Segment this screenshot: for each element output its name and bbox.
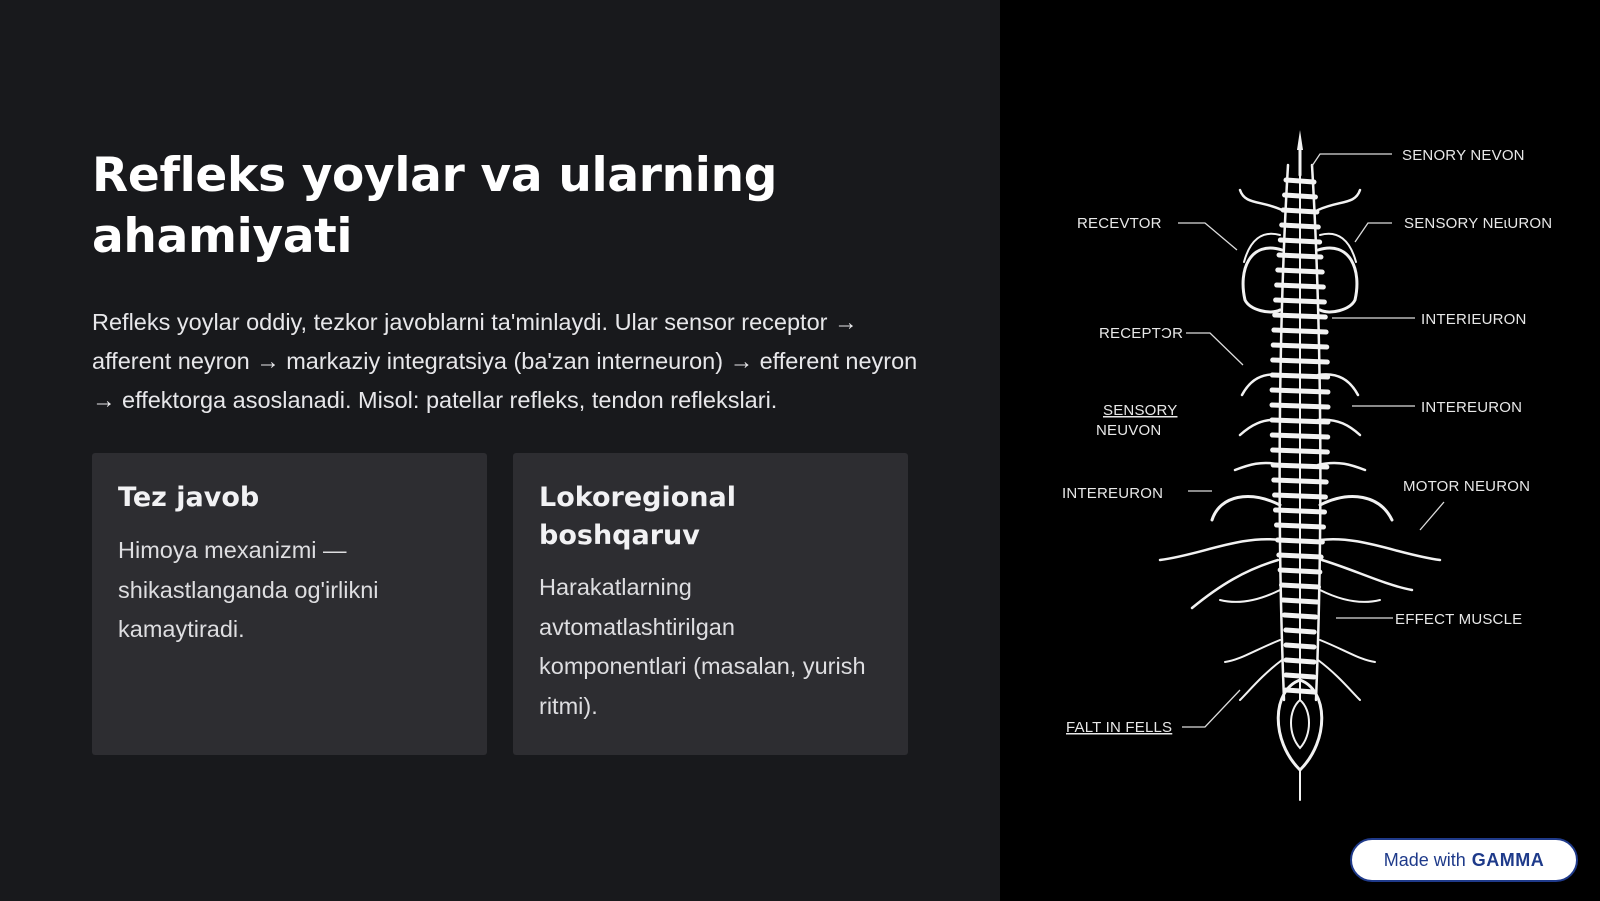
- vertebra: [1285, 195, 1316, 197]
- label-effect-muscle: EFFECT MUSCLE: [1395, 611, 1523, 628]
- vertebra: [1277, 285, 1324, 287]
- vertebra: [1274, 330, 1326, 332]
- vertebra: [1283, 600, 1317, 602]
- vertebra: [1281, 585, 1318, 587]
- vertebra: [1286, 660, 1314, 662]
- vertebra: [1272, 390, 1328, 392]
- vertebra: [1275, 510, 1324, 512]
- vertebra: [1286, 675, 1314, 677]
- label-sensory-neuron-right: SENSORY NEɩURON: [1404, 215, 1553, 232]
- vertebra: [1279, 255, 1321, 257]
- vertebra: [1286, 630, 1314, 632]
- vertebra: [1273, 360, 1328, 362]
- illustration-panel: [1000, 0, 1600, 901]
- vertebra: [1280, 570, 1320, 572]
- vertebra: [1273, 345, 1327, 347]
- vertebra: [1286, 690, 1314, 692]
- vertebra: [1286, 180, 1314, 182]
- label-recevtor: RECEVTOR: [1077, 215, 1162, 232]
- vertebra: [1272, 405, 1328, 407]
- card-text: Himoya mexanizmi — shikastlanganda og'irlikni kamaytiradi.: [118, 537, 379, 642]
- vertebra: [1278, 540, 1323, 542]
- label-receptor: RECEPTƆR: [1099, 325, 1184, 342]
- slide-body-text: Refleks yoylar oddiy, tezkor javoblarni ta'minlaydi. Ular sensor receptor → afferent neyron → markaziy integratsiya (ba'zan interneuron) → efferent neyron → effektorga asoslanadi. Misol: patellar refleks, tendon reflekslari.: [92, 309, 918, 413]
- vertebra: [1275, 315, 1326, 317]
- label-intereuron-right: INTEREURON: [1421, 399, 1523, 416]
- vertebra: [1279, 555, 1321, 557]
- vertebra: [1275, 495, 1326, 497]
- vertebra: [1273, 450, 1328, 452]
- label-interieuron: INTERIEURON: [1421, 311, 1527, 328]
- card-text: Harakatlarning avtomatlashtirilgan komponentlari (masalan, yurish ritmi).: [539, 574, 866, 719]
- made-with-gamma-badge[interactable]: [1350, 838, 1578, 882]
- vertebra: [1278, 270, 1322, 272]
- card-lokoregional-boshqaruv: [513, 453, 908, 755]
- card-tez-javob: [92, 453, 487, 755]
- vertebra: [1280, 240, 1319, 242]
- spinal-reflex-illustration: [1000, 0, 1600, 901]
- card-title: Lokoregional boshqaruv: [539, 482, 736, 551]
- card-title: Tez javob: [118, 482, 260, 513]
- vertebra: [1284, 615, 1315, 617]
- vertebra: [1282, 225, 1319, 227]
- label-motor-neuron: MOTOR NEURON: [1403, 478, 1531, 495]
- gamma-logo: GAMMA: [1471, 849, 1545, 870]
- vertebra: [1286, 645, 1314, 647]
- label-sensory-neuvon-line2: NEUVON: [1096, 422, 1162, 439]
- label-senory-nevon: SENORY NEVON: [1402, 147, 1525, 164]
- vertebra: [1276, 300, 1325, 302]
- label-falt-in-fells: FALT IN FELLS: [1066, 719, 1173, 736]
- vertebra: [1283, 210, 1317, 212]
- badge-prefix: Made with: [1383, 849, 1466, 870]
- slide-title: Refleks yoylar va ularning ahamiyati: [92, 148, 778, 264]
- spine-figure: [1160, 130, 1440, 800]
- label-sensory-neuvon-line1: SENSORY: [1103, 402, 1178, 419]
- label-intereuron-left: INTEREURON: [1062, 485, 1164, 502]
- vertebra: [1277, 525, 1324, 527]
- vertebra: [1272, 435, 1327, 437]
- vertebra: [1274, 480, 1326, 482]
